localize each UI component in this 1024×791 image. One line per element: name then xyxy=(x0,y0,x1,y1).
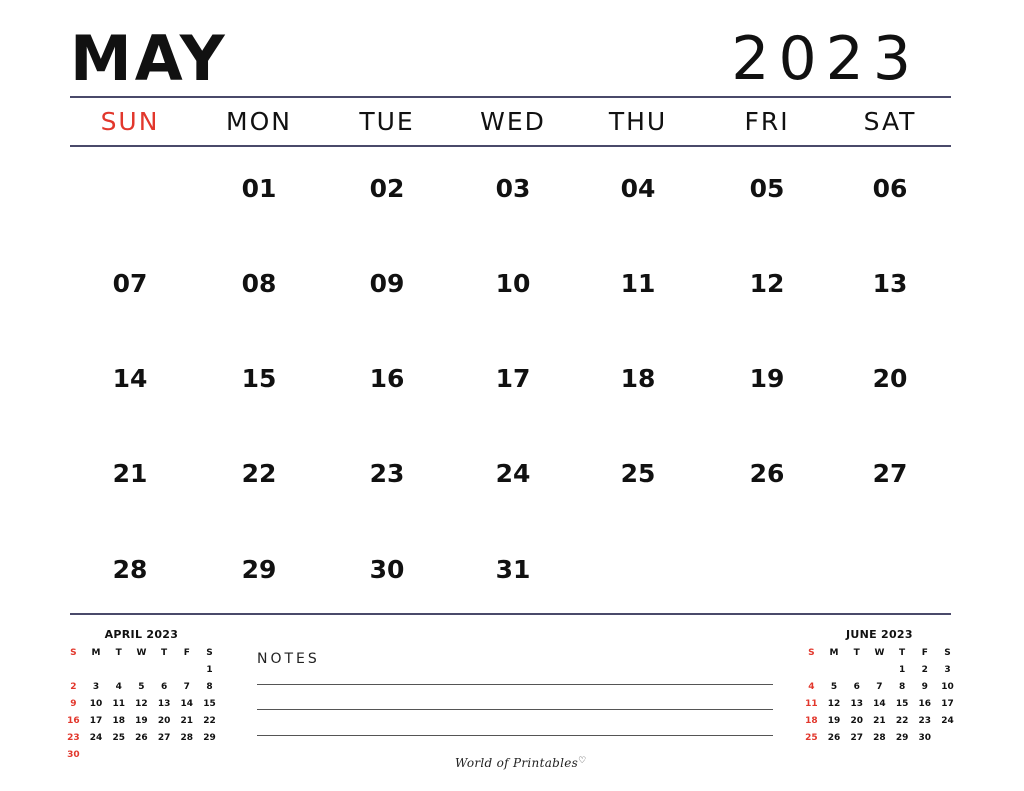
mini-weekday-header: S xyxy=(70,648,77,658)
mini-weekday-header: T xyxy=(161,648,168,658)
mini-day: 15 xyxy=(895,699,909,709)
mini-weekday-header: F xyxy=(183,648,190,658)
mini-day xyxy=(936,730,959,747)
mini-day: 5 xyxy=(138,682,145,692)
day-cell[interactable]: 06 xyxy=(872,174,908,203)
mini-day: 16 xyxy=(67,716,80,726)
mini-day: 25 xyxy=(112,733,125,743)
day-cell[interactable]: 05 xyxy=(749,174,785,203)
day-cell[interactable]: 11 xyxy=(620,269,656,298)
weekday-sun: SUN xyxy=(100,107,160,136)
mini-weekday-header: T xyxy=(115,648,122,658)
mini-day: 27 xyxy=(157,733,171,743)
mini-day xyxy=(823,662,846,679)
footer-rule xyxy=(70,613,951,615)
day-cell[interactable]: 03 xyxy=(495,174,531,203)
mini-day: 26 xyxy=(135,733,148,743)
heart-icon: ♡ xyxy=(578,756,587,766)
mini-day: 1 xyxy=(206,665,213,675)
mini-calendar-june xyxy=(800,628,959,747)
mini-day xyxy=(868,662,891,679)
mini-day: 6 xyxy=(160,682,168,692)
day-cell[interactable]: 26 xyxy=(749,459,785,488)
brand-text: World of Printables xyxy=(455,756,579,770)
mini-day: 21 xyxy=(873,716,886,726)
day-cell[interactable]: 24 xyxy=(495,459,531,488)
mini-day: 8 xyxy=(898,682,906,692)
mini-day: 25 xyxy=(805,733,818,743)
mini-day: 15 xyxy=(203,699,216,709)
mini-day: 24 xyxy=(941,716,954,726)
day-cell[interactable]: 17 xyxy=(495,364,531,393)
day-cell[interactable]: 19 xyxy=(749,364,785,393)
mini-day: 20 xyxy=(850,716,863,726)
mini-day: 8 xyxy=(206,682,213,692)
mini-weekday-header: S xyxy=(944,648,951,658)
day-cell[interactable]: 21 xyxy=(112,459,148,488)
day-cell[interactable]: 08 xyxy=(241,269,277,298)
mini-weekday-header: M xyxy=(829,648,839,658)
mini-day: 19 xyxy=(827,716,841,726)
mini-day: 28 xyxy=(180,733,194,743)
mini-day xyxy=(107,747,130,764)
mini-day: 14 xyxy=(180,699,194,709)
mini-day: 4 xyxy=(808,682,815,692)
mini-day xyxy=(198,747,221,764)
mini-day xyxy=(153,662,176,679)
weekday-sat: SAT xyxy=(863,107,917,136)
mini-weekday-header: F xyxy=(921,648,928,658)
day-cell[interactable]: 25 xyxy=(620,459,656,488)
day-cell[interactable]: 31 xyxy=(495,555,531,584)
mini-day: 13 xyxy=(157,699,171,709)
day-cell[interactable]: 27 xyxy=(872,459,908,488)
mini-day: 7 xyxy=(876,682,883,692)
mini-day: 23 xyxy=(918,716,932,726)
day-cell[interactable]: 28 xyxy=(112,555,148,584)
day-cell[interactable]: 22 xyxy=(241,459,277,488)
mini-day: 17 xyxy=(89,716,103,726)
mini-day: 19 xyxy=(135,716,148,726)
mini-calendar-april xyxy=(62,628,221,764)
header-top-rule xyxy=(70,96,951,98)
weekday-wed: WED xyxy=(480,107,546,136)
mini-day: 3 xyxy=(92,682,100,692)
mini-day: 2 xyxy=(70,682,77,692)
mini-day: 6 xyxy=(853,682,860,692)
weekday-tue: TUE xyxy=(359,107,415,136)
day-cell[interactable]: 29 xyxy=(241,555,277,584)
mini-day xyxy=(153,747,176,764)
mini-weekday-header: W xyxy=(874,648,885,658)
mini-day: 10 xyxy=(941,682,954,692)
day-cell[interactable]: 10 xyxy=(495,269,531,298)
mini-day xyxy=(845,662,868,679)
day-cell[interactable]: 14 xyxy=(112,364,148,393)
mini-day: 7 xyxy=(183,682,190,692)
mini-day xyxy=(62,662,85,679)
weekday-fri: FRI xyxy=(744,107,790,136)
day-cell[interactable]: 09 xyxy=(369,269,405,298)
mini-weekday-header: S xyxy=(808,648,815,658)
day-cell[interactable]: 02 xyxy=(369,174,405,203)
mini-day: 5 xyxy=(830,682,838,692)
mini-day: 22 xyxy=(203,716,216,726)
mini-calendar-title: APRIL 2023 xyxy=(104,628,179,641)
mini-day: 29 xyxy=(895,733,909,743)
mini-calendar-grid xyxy=(800,645,959,747)
mini-day: 1 xyxy=(898,665,906,675)
month-title: MAY xyxy=(70,22,228,95)
mini-day xyxy=(85,747,108,764)
day-cell[interactable]: 07 xyxy=(112,269,148,298)
day-cell[interactable]: 01 xyxy=(241,174,277,203)
mini-weekday-header: M xyxy=(91,648,101,658)
mini-day xyxy=(800,662,823,679)
day-cell[interactable]: 13 xyxy=(872,269,908,298)
mini-day xyxy=(130,747,153,764)
notes-line[interactable] xyxy=(257,684,773,685)
mini-weekday-header: T xyxy=(853,648,860,658)
mini-day: 17 xyxy=(941,699,954,709)
weekday-mon: MON xyxy=(226,107,292,136)
mini-day: 21 xyxy=(180,716,194,726)
mini-day: 24 xyxy=(89,733,103,743)
mini-day: 12 xyxy=(827,699,841,709)
mini-weekday-header: T xyxy=(899,648,906,658)
mini-day: 10 xyxy=(89,699,103,709)
brand-logo xyxy=(455,756,587,770)
day-cell[interactable]: 04 xyxy=(620,174,656,203)
weekday-thu: THU xyxy=(608,107,668,136)
mini-calendar-grid xyxy=(62,645,221,764)
mini-day: 14 xyxy=(873,699,886,709)
mini-day: 11 xyxy=(805,699,818,709)
mini-day: 13 xyxy=(850,699,863,709)
mini-day xyxy=(175,747,198,764)
calendar-grid xyxy=(70,140,951,610)
mini-weekday-header: S xyxy=(206,648,213,658)
day-cell[interactable]: 30 xyxy=(369,555,405,584)
day-cell[interactable]: 20 xyxy=(872,364,908,393)
mini-day: 9 xyxy=(921,682,928,692)
year-title: 2023 xyxy=(731,24,920,94)
weekday-header-row xyxy=(70,100,951,144)
mini-day: 29 xyxy=(203,733,216,743)
notes-line[interactable] xyxy=(257,709,773,710)
mini-day: 18 xyxy=(805,716,818,726)
day-cell[interactable]: 15 xyxy=(241,364,277,393)
mini-day: 4 xyxy=(115,682,122,692)
mini-day: 3 xyxy=(944,665,951,675)
notes-line[interactable] xyxy=(257,735,773,736)
mini-day xyxy=(107,662,130,679)
day-cell[interactable]: 18 xyxy=(620,364,656,393)
mini-day xyxy=(175,662,198,679)
mini-day: 12 xyxy=(135,699,148,709)
mini-day: 18 xyxy=(112,716,125,726)
mini-day: 30 xyxy=(67,750,80,760)
mini-day xyxy=(85,662,108,679)
day-cell[interactable]: 16 xyxy=(369,364,405,393)
mini-day: 9 xyxy=(70,699,77,709)
mini-day: 20 xyxy=(157,716,171,726)
mini-day: 2 xyxy=(921,665,928,675)
mini-day: 16 xyxy=(918,699,932,709)
mini-day: 23 xyxy=(67,733,80,743)
mini-day: 22 xyxy=(895,716,909,726)
mini-day: 30 xyxy=(918,733,932,743)
mini-day: 11 xyxy=(112,699,125,709)
mini-day: 28 xyxy=(873,733,886,743)
day-cell[interactable]: 12 xyxy=(749,269,785,298)
day-cell[interactable]: 23 xyxy=(369,459,405,488)
mini-day: 26 xyxy=(827,733,841,743)
mini-calendar-title: JUNE 2023 xyxy=(845,628,913,641)
mini-day: 27 xyxy=(850,733,863,743)
mini-day xyxy=(130,662,153,679)
notes-label: NOTES xyxy=(257,651,320,667)
mini-weekday-header: W xyxy=(136,648,147,658)
